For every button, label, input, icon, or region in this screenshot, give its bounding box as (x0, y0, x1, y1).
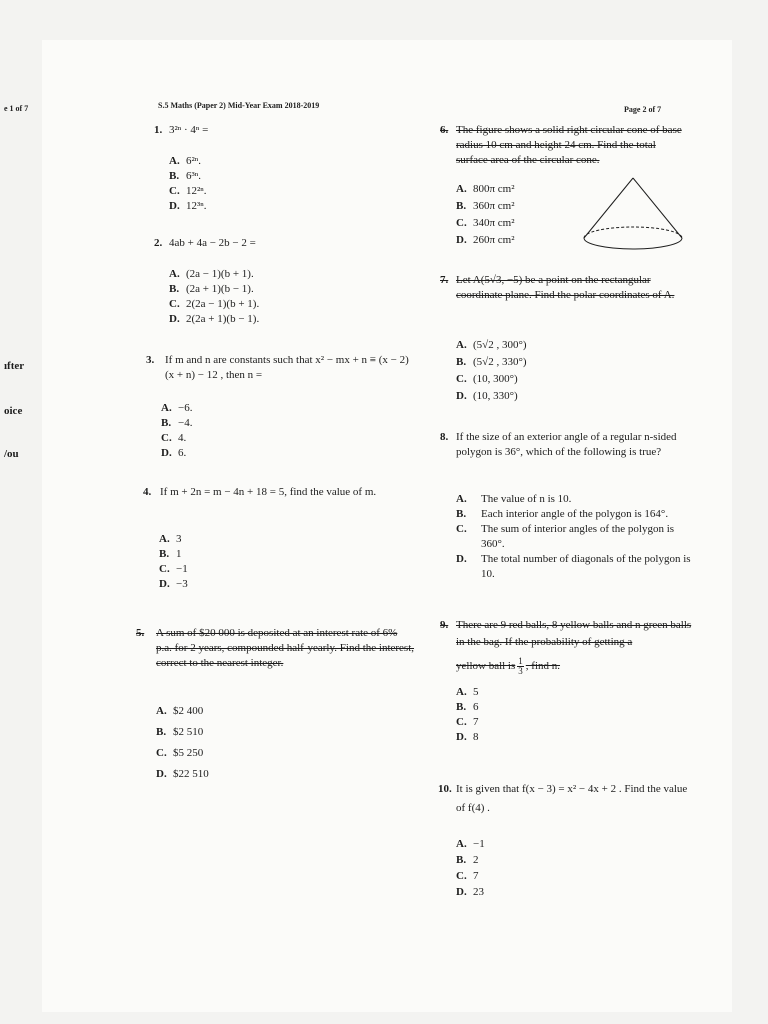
option-a: A. The value of n is 10. (456, 493, 572, 505)
prev-page-number: e 1 of 7 (4, 104, 29, 113)
question-text: If the size of an exterior angle of a regular n-sided polygon is 36°, which of the following is true? (456, 431, 677, 458)
option-c: C. The sum of interior angles of the polygon is 360°. (456, 523, 675, 550)
cone-figure (580, 176, 686, 256)
question-text: 4ab + 4a − 2b − 2 = (169, 237, 256, 249)
question-number: 6. (440, 124, 449, 136)
question-text: There are 9 red balls, 8 yellow balls and n green balls in the bag. If the probability of getting a (456, 619, 692, 648)
page-number: Page 2 of 7 (624, 105, 662, 114)
question-text: 3²ⁿ · 4ⁿ = (169, 124, 209, 136)
question-number: 4. (143, 486, 152, 498)
question-text-line3: yellow ball is $\frac{1}{3}$ , find n. (456, 656, 561, 676)
question-number: 10. (438, 783, 452, 795)
question-number: 2. (154, 237, 163, 249)
question-number: 9. (440, 619, 449, 631)
question-text: If m + 2n = m − 4n + 18 = 5, find the value of m. (160, 486, 377, 498)
question-number: 8. (440, 431, 449, 443)
question-text: The figure shows a solid right circular cone of base radius 10 cm and height 24 cm. Find the total surface area of the circular cone. (456, 124, 682, 166)
margin-word-choice: oice (4, 405, 23, 417)
question-number: 3. (146, 354, 155, 366)
margin-word-after: ıfter (4, 360, 25, 372)
option-b: B. Each interior angle of the polygon is 164°. (456, 508, 669, 520)
exam-title: S.5 Maths (Paper 2) Mid-Year Exam 2018-2019 (158, 101, 320, 110)
question-text: Let A(5√3, −5) be a point on the rectangular coordinate plane. Find the polar coordinates of A. (456, 274, 675, 301)
question-number: 1. (154, 124, 163, 136)
margin-word-you: /ou (4, 448, 19, 460)
question-text: It is given that f(x − 3) = x² − 4x + 2 . Find the value of f(4) . (456, 783, 688, 814)
option-d: D. The total number of diagonals of the polygon is 10. (456, 553, 691, 580)
question-number: 5. (136, 627, 145, 639)
question-number: 7. (440, 274, 449, 286)
question-text: A sum of $20 000 is deposited at an interest rate of 6% p.a. for 2 years, compounded half-yearly. Find the interest, correct to the nearest integer. (156, 627, 415, 669)
fraction: $\frac{1}{3}$ (518, 656, 523, 676)
question-text: If m and n are constants such that x² − mx + n ≡ (x − 2)(x + n) − 12 , then n = (165, 354, 409, 381)
